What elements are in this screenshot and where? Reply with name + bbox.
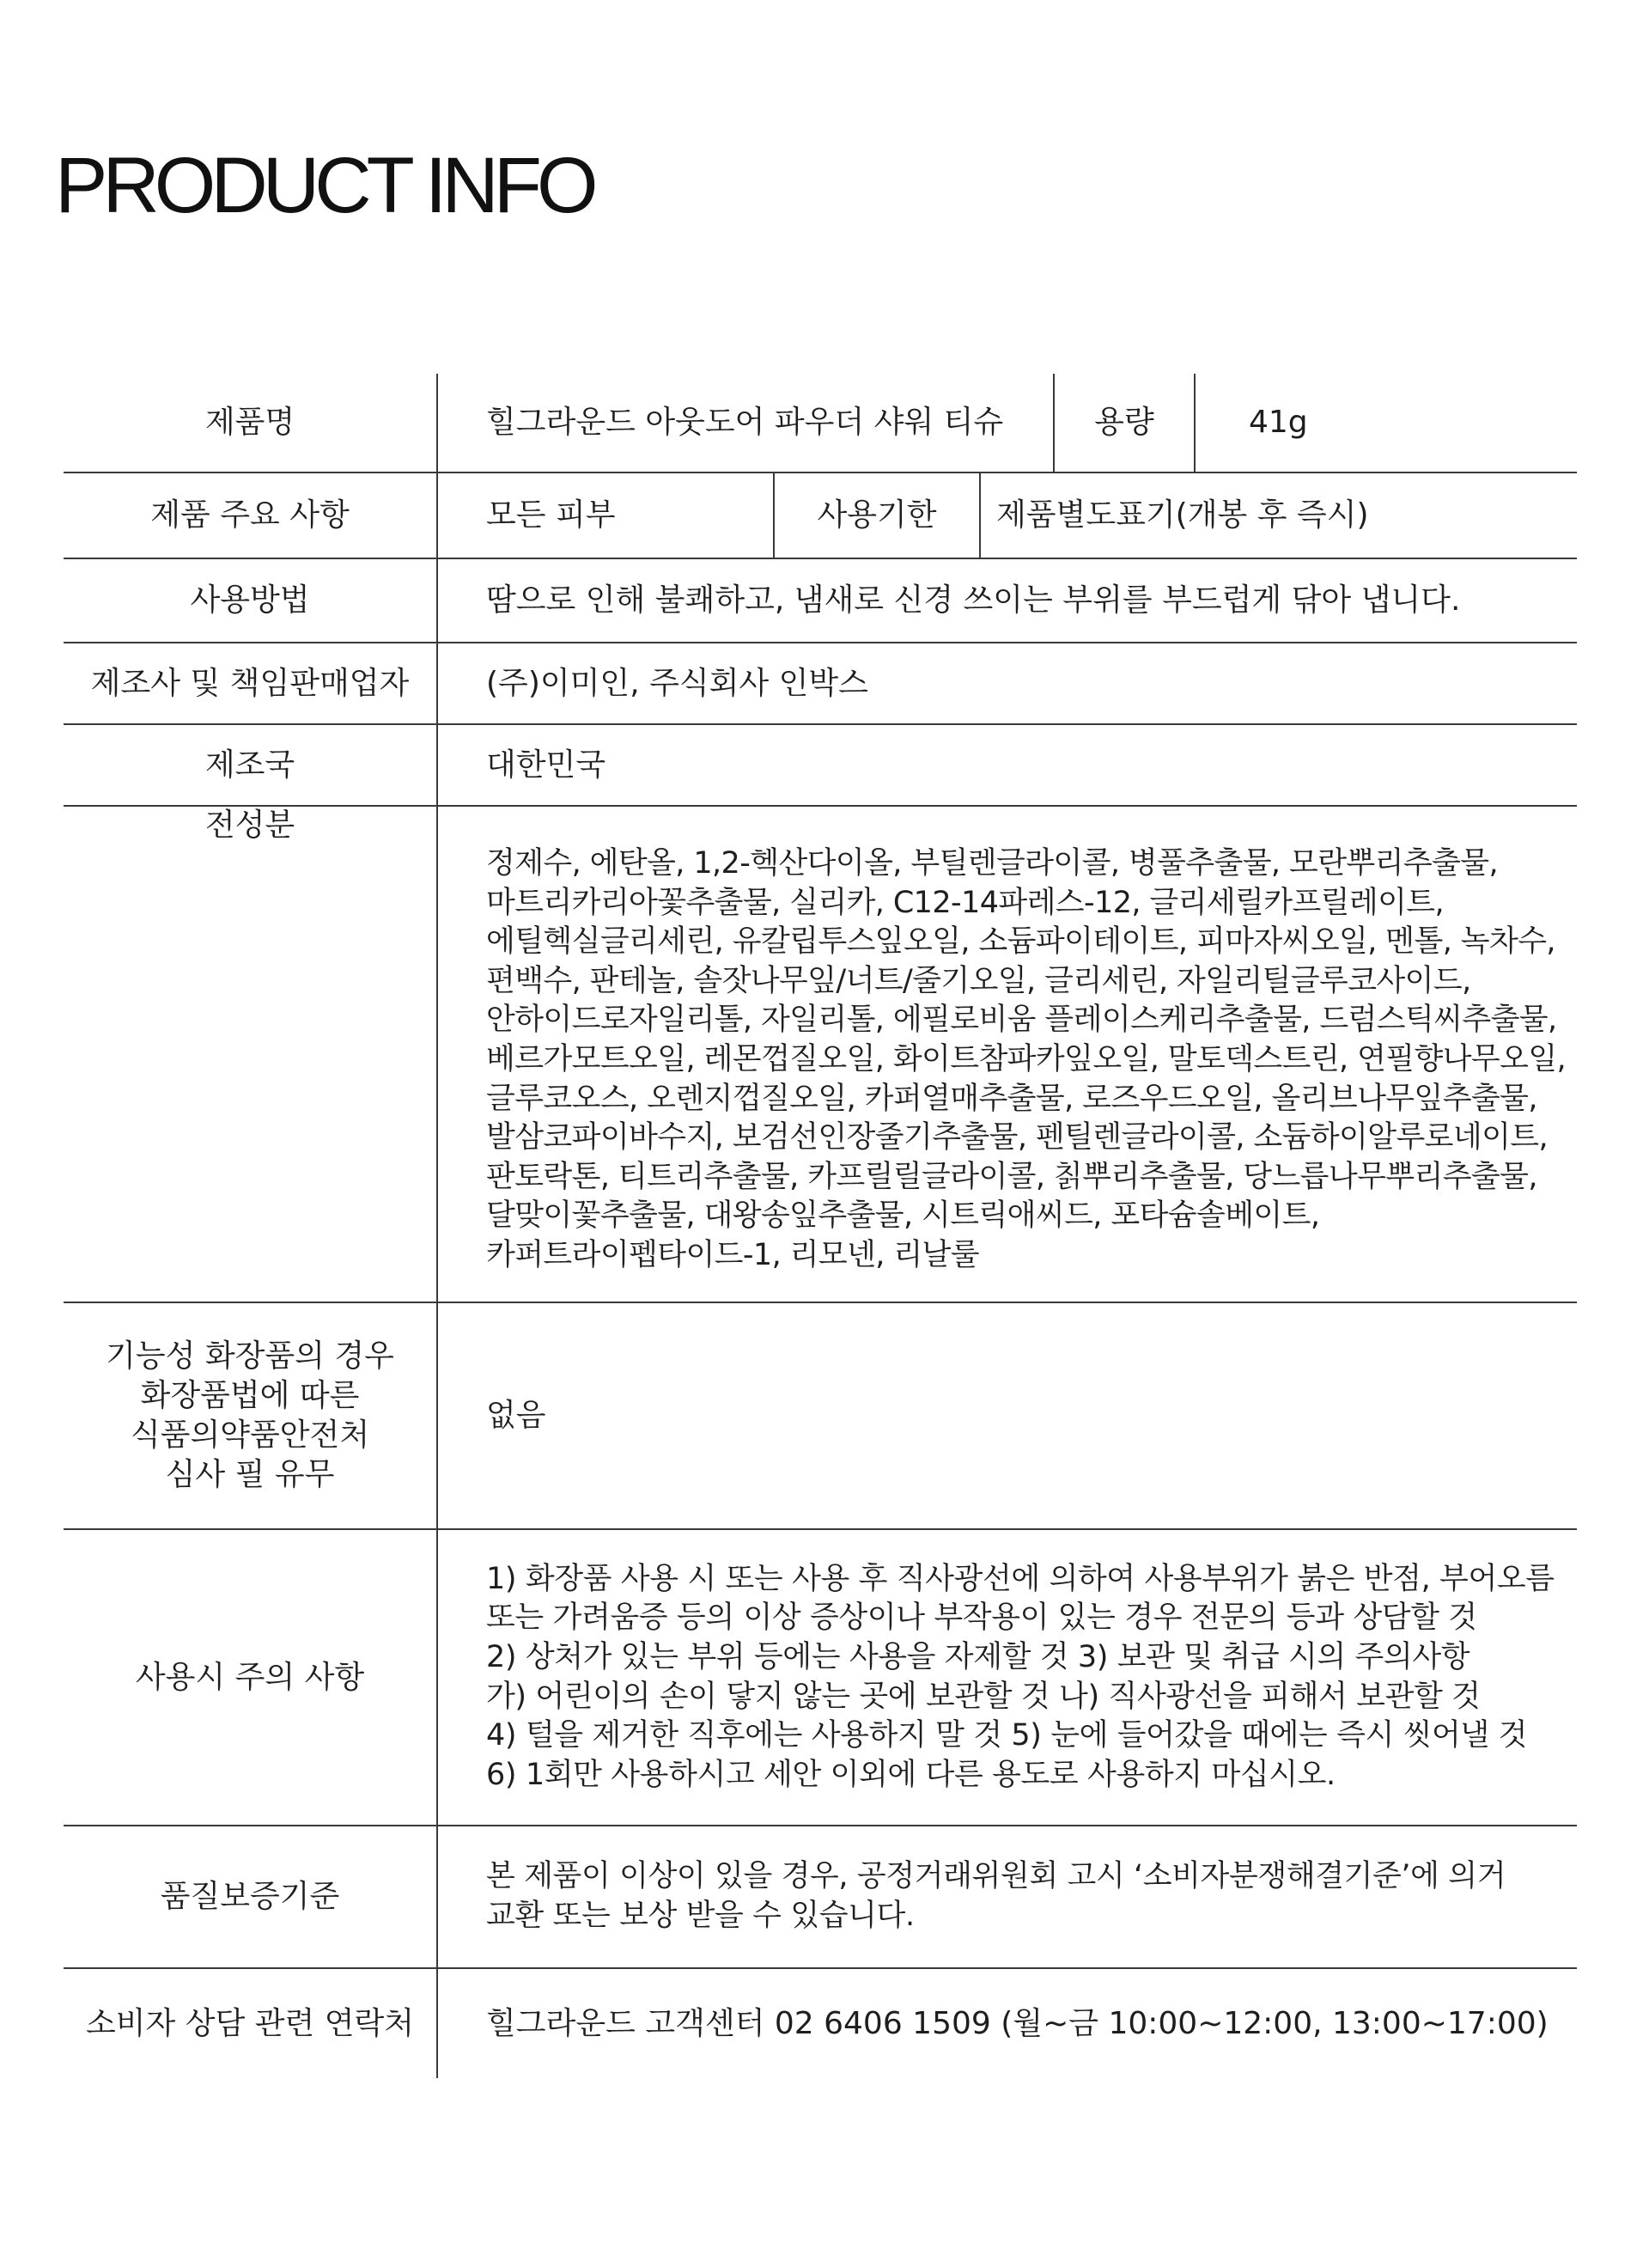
- usage-row: [64, 558, 1577, 643]
- cautions-line: 6) 1회만 사용하시고 세안 이외에 다른 용도로 사용하지 마십시오.: [486, 1757, 1336, 1792]
- page-title: PRODUCT INFO: [55, 142, 593, 229]
- functional-row: [64, 1302, 1577, 1529]
- volume-value: 41g: [1194, 374, 1577, 472]
- ingredients-line: 안하이드로자일리톨, 자일리톨, 에필로비움 플레이스케리추출물, 드럼스틱씨추출물,: [486, 1003, 1557, 1038]
- main-specs-split: [438, 473, 1577, 558]
- cautions-row: [64, 1529, 1577, 1826]
- ingredients-line: 에틸헥실글리세린, 유칼립투스잎오일, 소듐파이테이트, 피마자씨오일, 멘톨, 녹차수,: [486, 924, 1555, 960]
- product-name-split: [438, 374, 1577, 472]
- cautions-line: 1) 화장품 사용 시 또는 사용 후 직사광선에 의하여 사용부위가 붉은 반점, 부어오름: [486, 1561, 1555, 1596]
- product-info-table: [64, 374, 1577, 2078]
- usage-label: 사용방법: [64, 558, 437, 643]
- cautions-line: 4) 털을 제거한 직후에는 사용하지 말 것 5) 눈에 들어갔을 때에는 즉시 씻어낼 것: [486, 1718, 1527, 1753]
- manufacturer-value: (주)이미인, 주식회사 인박스: [437, 643, 1577, 724]
- manufacturer-label: 제조사 및 책임판매업자: [64, 643, 437, 724]
- quality-line: 본 제품이 이상이 있을 경우, 공정거래위원회 고시 ‘소비자분쟁해결기준’에 의거: [486, 1859, 1506, 1894]
- cautions-line: 2) 상처가 있는 부위 등에는 사용을 자제할 것 3) 보관 및 취급 시의 주의사항: [486, 1639, 1470, 1674]
- expiry-label: 사용기한: [773, 473, 979, 558]
- functional-label-line: 기능성 화장품의 경우: [106, 1338, 394, 1374]
- usage-value: 땀으로 인해 불쾌하고, 냄새로 신경 쓰이는 부위를 부드럽게 닦아 냅니다.: [437, 558, 1577, 643]
- cautions-line: 또는 가려움증 등의 이상 증상이나 부작용이 있는 경우 전문의 등과 상담할 것: [486, 1600, 1477, 1636]
- functional-value: 없음: [437, 1302, 1577, 1529]
- ingredients-line: 마트리카리아꽃추출물, 실리카, C12-14파레스-12, 글리세릴카프릴레이트,: [486, 885, 1445, 920]
- functional-label-line: 식품의약품안전처: [130, 1418, 370, 1453]
- ingredients-line: 글루코오스, 오렌지껍질오일, 카퍼열매추출물, 로즈우드오일, 올리브나무잎추출물,: [486, 1081, 1537, 1116]
- product-name-value: 힐그라운드 아웃도어 파우더 샤워 티슈: [486, 405, 1004, 441]
- expiry-value: 제품별도표기(개봉 후 즉시): [979, 473, 1577, 558]
- cautions-line: 가) 어린이의 손이 닿지 않는 곳에 보관할 것 나) 직사광선을 피해서 보관할 것: [486, 1679, 1481, 1714]
- ingredients-line: 편백수, 판테놀, 솔잣나무잎/너트/줄기오일, 글리세린, 자일리틸글루코사이드,: [486, 963, 1471, 998]
- contact-row: [64, 1968, 1577, 2078]
- ingredients-line: 판토락톤, 티트리추출물, 카프릴릴글라이콜, 칡뿌리추출물, 당느릅나무뿌리추출물,: [486, 1159, 1537, 1194]
- origin-label: 제조국: [64, 724, 437, 806]
- ingredients-value: [437, 806, 1577, 1302]
- ingredients-line: 발삼코파이바수지, 보검선인장줄기추출물, 펜틸렌글라이콜, 소듐하이알루로네이트,: [486, 1120, 1549, 1155]
- main-specs-cell: [437, 472, 1577, 558]
- main-specs-value: 모든 피부: [486, 497, 616, 533]
- volume-label: 용량: [1053, 374, 1194, 472]
- manufacturer-row: [64, 643, 1577, 724]
- cautions-value: [437, 1529, 1577, 1826]
- functional-label-line: 화장품법에 따른: [140, 1378, 360, 1413]
- quality-label: 품질보증기준: [64, 1826, 437, 1968]
- product-name-cell: [437, 374, 1577, 472]
- contact-label: 소비자 상담 관련 연락처: [64, 1968, 437, 2078]
- ingredients-row: [64, 806, 1577, 1302]
- main-specs-label: 제품 주요 사항: [64, 472, 437, 558]
- product-name-label: 제품명: [64, 374, 437, 472]
- ingredients-line: 달맞이꽃추출물, 대왕송잎추출물, 시트릭애씨드, 포타슘솔베이트,: [486, 1198, 1320, 1234]
- ingredients-line: 베르가모트오일, 레몬껍질오일, 화이트참파카잎오일, 말토덱스트린, 연필향나무오일,: [486, 1041, 1567, 1076]
- ingredients-line: 카퍼트라이펩타이드-1, 리모넨, 리날룰: [486, 1237, 979, 1272]
- cautions-label: 사용시 주의 사항: [64, 1529, 437, 1826]
- functional-label: [64, 1302, 437, 1529]
- functional-label-line: 심사 필 유무: [165, 1457, 335, 1492]
- main-specs-row: [64, 472, 1577, 558]
- ingredients-label: 전성분: [64, 806, 437, 1302]
- origin-row: [64, 724, 1577, 806]
- product-name-row: [64, 374, 1577, 472]
- ingredients-line: 정제수, 에탄올, 1,2-헥산다이올, 부틸렌글라이콜, 병풀추출물, 모란뿌리추출물,: [486, 846, 1498, 881]
- quality-line: 교환 또는 보상 받을 수 있습니다.: [486, 1899, 915, 1933]
- quality-row: [64, 1826, 1577, 1968]
- quality-value: [437, 1826, 1577, 1968]
- contact-value: 힐그라운드 고객센터 02 6406 1509 (월~금 10:00~12:00, 13:00~17:00): [486, 2005, 1549, 2041]
- origin-value: 대한민국: [437, 724, 1577, 806]
